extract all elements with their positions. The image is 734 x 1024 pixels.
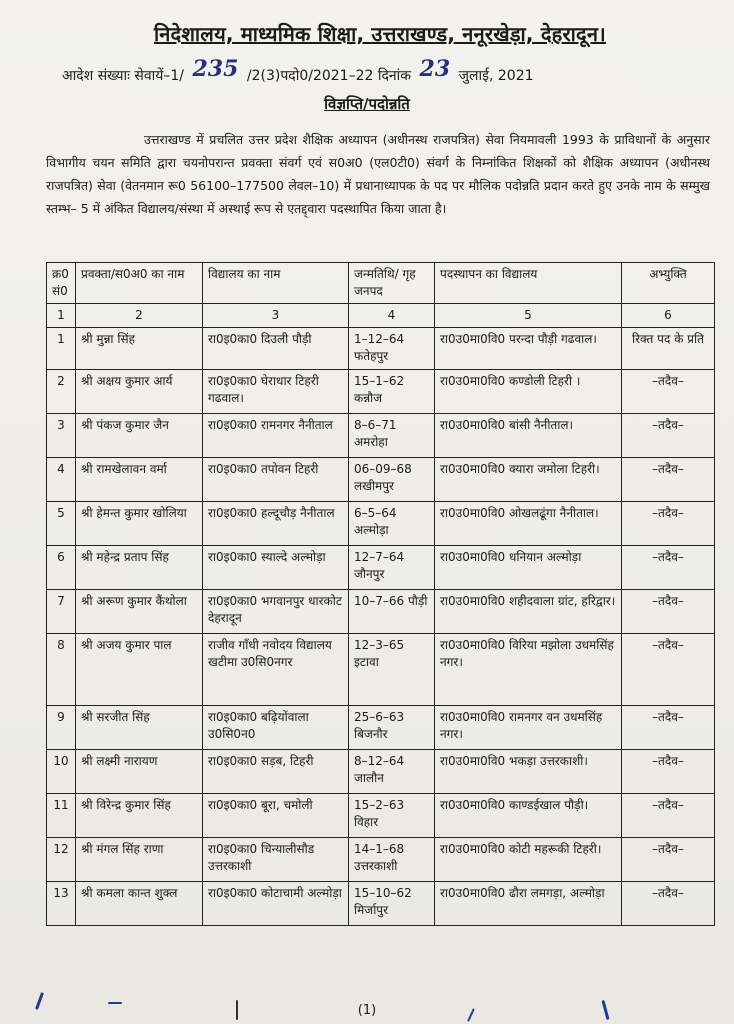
cell-posting: रा0उ0मा0वि0 काण्डईखाल पौड़ी। <box>435 794 622 838</box>
page-number: (1) <box>357 1003 377 1018</box>
cell-remark: –तदैव– <box>622 634 715 706</box>
cell-dob: 12–3–65 इटावा <box>349 634 435 706</box>
cell-school: रा0इ0का0 बढ़ियोंवाला उ0सि0न0 <box>203 706 349 750</box>
cell-serial: 13 <box>47 882 76 926</box>
cell-remark: –तदैव– <box>622 458 715 502</box>
cell-remark: –तदैव– <box>622 838 715 882</box>
cell-name: श्री अरूण कुमार कैंथोला <box>76 590 203 634</box>
header-dob: जन्मतिथि/ गृह जनपद <box>349 263 435 304</box>
cell-remark: –तदैव– <box>622 706 715 750</box>
cell-serial: 10 <box>47 750 76 794</box>
cell-serial: 12 <box>47 838 76 882</box>
table-row <box>47 370 715 414</box>
cell-posting: रा0उ0मा0वि0 बांसी नैनीताल। <box>435 414 622 458</box>
table-row <box>47 458 715 502</box>
col-number: 6 <box>622 304 715 328</box>
cell-posting: रा0उ0मा0वि0 ओखलढूंगा नैनीताल। <box>435 502 622 546</box>
cell-serial: 4 <box>47 458 76 502</box>
handwritten-order-number: 235 <box>192 56 239 82</box>
order-middle: /2(3)पदो0/2021–22 दिनांक <box>246 68 412 84</box>
cell-serial: 8 <box>47 634 76 706</box>
cell-name: श्री विरेन्द्र कुमार सिंह <box>76 794 203 838</box>
table-row <box>47 882 715 926</box>
cell-posting: रा0उ0मा0वि0 ढौरा लमगड़ा, अल्मोड़ा <box>435 882 622 926</box>
cell-serial: 7 <box>47 590 76 634</box>
cell-posting: रा0उ0मा0वि0 कोटी महरूकी टिहरी। <box>435 838 622 882</box>
header-posting: पदस्थापन का विद्यालय <box>435 263 622 304</box>
cell-dob: 15–10–62 मिर्जापुर <box>349 882 435 926</box>
cell-school: रा0इ0का0 घेराधार टिहरी गढवाल। <box>203 370 349 414</box>
cell-remark: –तदैव– <box>622 546 715 590</box>
cell-serial: 11 <box>47 794 76 838</box>
cell-remark: रिक्त पद के प्रति <box>622 328 715 370</box>
cell-name: श्री पंकज कुमार जैन <box>76 414 203 458</box>
table-row <box>47 414 715 458</box>
cell-dob: 8–12–64 जालौन <box>349 750 435 794</box>
cell-school: रा0इ0का0 सड़ब, टिहरी <box>203 750 349 794</box>
table-row <box>47 706 715 750</box>
cell-school: रा0इ0का0 रामनगर नैनीताल <box>203 414 349 458</box>
cell-dob: 6–5–64 अल्मोड़ा <box>349 502 435 546</box>
cell-name: श्री अक्षय कुमार आर्य <box>76 370 203 414</box>
order-suffix: जुलाई, 2021 <box>458 68 534 84</box>
cell-posting: रा0उ0मा0वि0 शहीदवाला ग्रांट, हरिद्वार। <box>435 590 622 634</box>
cell-remark: –तदैव– <box>622 370 715 414</box>
page-title: निदेशालय, माध्यमिक शिक्षा, उत्तराखण्ड, ननूरखेड़ा, देहरादून। <box>154 22 606 46</box>
table-row <box>47 502 715 546</box>
col-number: 2 <box>76 304 203 328</box>
pen-mark <box>108 1002 122 1004</box>
pen-mark <box>236 1000 238 1020</box>
table-header-row <box>47 263 715 304</box>
cell-remark: –तदैव– <box>622 502 715 546</box>
header-remark: अभ्युक्ति <box>622 263 715 304</box>
cell-serial: 3 <box>47 414 76 458</box>
cell-dob: 15–1–62 कन्नौज <box>349 370 435 414</box>
cell-dob: 25–6–63 बिजनौर <box>349 706 435 750</box>
cell-school: रा0इ0का0 कोटाचामी अल्मोड़ा <box>203 882 349 926</box>
table-row <box>47 546 715 590</box>
cell-school: राजीव गाँधी नवोदय विद्यालय खटीमा उ0सि0नगर <box>203 634 349 706</box>
cell-dob: 15–2–63 विहार <box>349 794 435 838</box>
promotion-table <box>46 262 715 926</box>
col-number: 1 <box>47 304 76 328</box>
cell-name: श्री मुन्ना सिंह <box>76 328 203 370</box>
notice-paragraph: उत्तराखण्ड में प्रचलित उत्तर प्रदेश शैक्षिक अध्यापन (अधीनस्थ राजपत्रित) सेवा नियमावली 1993 के प्राविधानों के अनुसार विभागीय चयन समिति द्वारा चयनोपरान्त प्रवक्ता संवर्ग एवं स0अ0 (एल0टी0) संवर्ग के निम्नांकित शिक्षकों को शैक्षिक अध्यापन (अधीनस्थ राजपत्रित) सेवा (वेतनमान रू0 56100–177500 लेवल–10) में प्रधानाध्यापक के पद पर मौलिक पदोन्नति प्रदान करते हुए उनके नाम के सम्मुख स्तम्भ– 5 में अंकित विद्यालय/संस्था में अस्थाई रूप से एतद्द्वारा पदस्थापित किया जाता है। <box>46 132 710 216</box>
cell-posting: रा0उ0मा0वि0 धनियान अल्मोड़ा <box>435 546 622 590</box>
notice-subtitle: विज्ञप्ति/पदोन्नति <box>324 95 410 113</box>
cell-serial: 1 <box>47 328 76 370</box>
cell-school: रा0इ0का0 बूरा, चमोली <box>203 794 349 838</box>
col-number: 5 <box>435 304 622 328</box>
cell-serial: 6 <box>47 546 76 590</box>
table-number-row <box>47 304 715 328</box>
cell-posting: रा0उ0मा0वि0 क्यारा जमोला टिहरी। <box>435 458 622 502</box>
cell-name: श्री महेन्द्र प्रताप सिंह <box>76 546 203 590</box>
cell-posting: रा0उ0मा0वि0 परन्दा पौड़ी गढवाल। <box>435 328 622 370</box>
cell-serial: 5 <box>47 502 76 546</box>
cell-name: श्री सरजीत सिंह <box>76 706 203 750</box>
table-row <box>47 634 715 706</box>
cell-school: रा0इ0का0 चिन्यालीसौड उत्तरकाशी <box>203 838 349 882</box>
cell-name: श्री कमला कान्त शुक्ल <box>76 882 203 926</box>
cell-school: रा0इ0का0 स्याल्दे अल्मोड़ा <box>203 546 349 590</box>
cell-posting: रा0उ0मा0वि0 विरिया मझोला उधमसिंह नगर। <box>435 634 622 706</box>
cell-name: श्री मंगल सिंह राणा <box>76 838 203 882</box>
cell-serial: 2 <box>47 370 76 414</box>
handwritten-order-day: 23 <box>419 56 451 82</box>
cell-dob: 8–6–71 अमरोहा <box>349 414 435 458</box>
cell-posting: रा0उ0मा0वि0 कण्डोली टिहरी । <box>435 370 622 414</box>
order-prefix: आदेश संख्याः सेवायें–1/ <box>62 68 185 84</box>
cell-remark: –तदैव– <box>622 590 715 634</box>
table-row <box>47 590 715 634</box>
cell-dob: 06–09–68 लखीमपुर <box>349 458 435 502</box>
header-name: प्रवक्ता/स0अ0 का नाम <box>76 263 203 304</box>
cell-remark: –तदैव– <box>622 414 715 458</box>
cell-name: श्री हेमन्त कुमार खोलिया <box>76 502 203 546</box>
header-school: विद्यालय का नाम <box>203 263 349 304</box>
cell-remark: –तदैव– <box>622 794 715 838</box>
cell-name: श्री रामखेलावन वर्मा <box>76 458 203 502</box>
order-number-line <box>62 56 682 86</box>
table-row <box>47 794 715 838</box>
cell-dob: 14–1–68 उत्तरकाशी <box>349 838 435 882</box>
cell-dob: 10–7–66 पौड़ी <box>349 590 435 634</box>
cell-remark: –तदैव– <box>622 882 715 926</box>
cell-posting: रा0उ0मा0वि0 भकड़ा उत्तरकाशी। <box>435 750 622 794</box>
cell-serial: 9 <box>47 706 76 750</box>
cell-school: रा0इ0का0 दिउली पौड़ी <box>203 328 349 370</box>
cell-name: श्री लक्ष्मी नारायण <box>76 750 203 794</box>
table-row <box>47 750 715 794</box>
cell-school: रा0इ0का0 तपोवन टिहरी <box>203 458 349 502</box>
cell-dob: 12–7–64 जौनपुर <box>349 546 435 590</box>
header-serial: क्र0 सं0 <box>47 263 76 304</box>
table-row <box>47 838 715 882</box>
cell-school: रा0इ0का0 हल्दूचौड़ नैनीताल <box>203 502 349 546</box>
cell-remark: –तदैव– <box>622 750 715 794</box>
table-row <box>47 328 715 370</box>
cell-dob: 1–12–64 फतेहपुर <box>349 328 435 370</box>
cell-posting: रा0उ0मा0वि0 रामनगर वन उधमसिंह नगर। <box>435 706 622 750</box>
cell-school: रा0इ0का0 भगवानपुर धारकोट देहरादून <box>203 590 349 634</box>
cell-name: श्री अजय कुमार पाल <box>76 634 203 706</box>
col-number: 4 <box>349 304 435 328</box>
col-number: 3 <box>203 304 349 328</box>
